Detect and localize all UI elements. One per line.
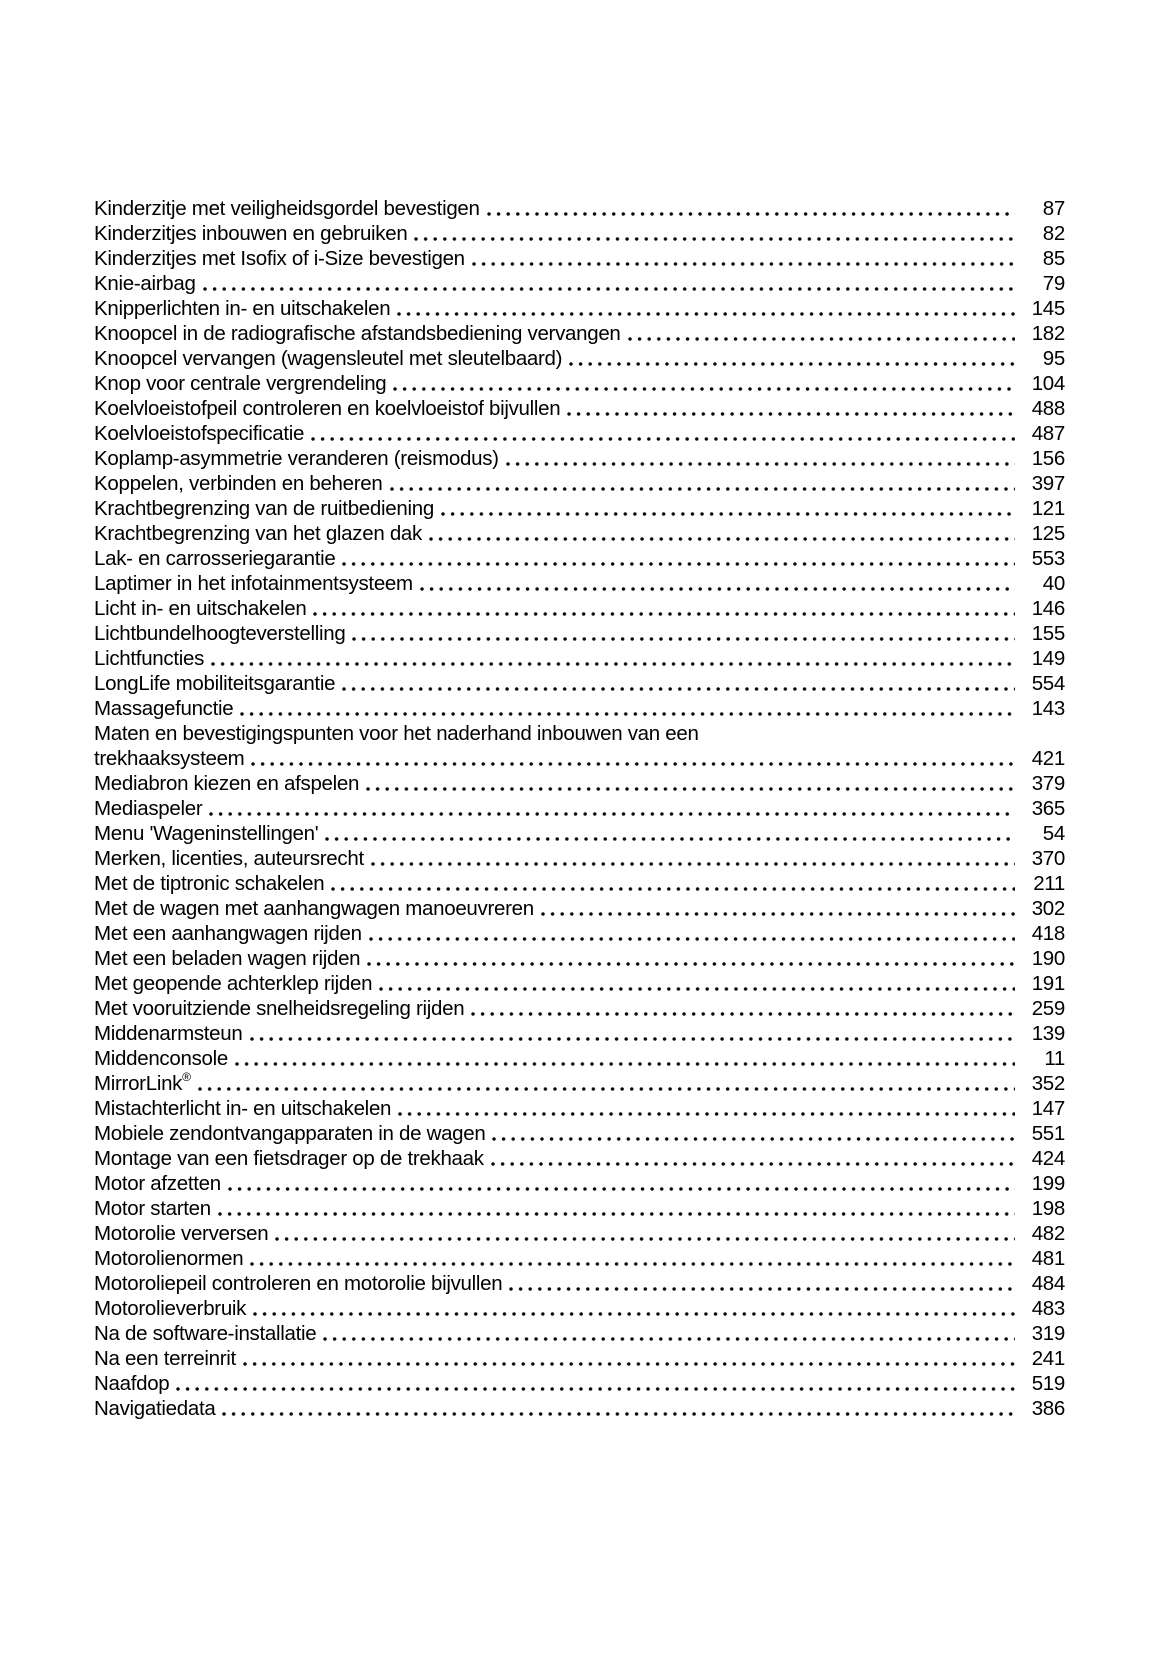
toc-entry-title: Menu 'Wageninstellingen' — [94, 822, 319, 845]
toc-entry — [94, 946, 1065, 971]
toc-entry-page: 483 — [1031, 1297, 1065, 1320]
toc-entry-page: 211 — [1033, 872, 1065, 895]
toc-leader-dots — [311, 436, 1015, 442]
toc-entry-title: Knop voor centrale vergrendeling — [94, 372, 387, 395]
toc-entry — [94, 371, 1065, 396]
toc-entry — [94, 671, 1065, 696]
toc-entry-page: 149 — [1031, 647, 1065, 670]
toc-entry-page: 121 — [1031, 497, 1065, 520]
toc-entry-page: 11 — [1044, 1047, 1065, 1070]
toc-entry-title: Motoroliepeil controleren en motorolie bijvullen — [94, 1272, 503, 1295]
toc-leader-dots — [342, 561, 1015, 567]
toc-entry-page: 85 — [1042, 247, 1065, 270]
toc-entry-page: 488 — [1031, 397, 1065, 420]
toc-entry-title: Lak- en carrosseriegarantie — [94, 547, 336, 570]
toc-entry-page: 146 — [1031, 597, 1065, 620]
toc-leader-dots — [331, 886, 1015, 892]
toc-leader-dots — [342, 686, 1015, 692]
toc-entry-title: Laptimer in het infotainmentsysteem — [94, 572, 413, 595]
toc-entry-title: Met vooruitziende snelheidsregeling rijden — [94, 997, 465, 1020]
toc-entry-title: Met een beladen wagen rijden — [94, 947, 361, 970]
toc-entry — [94, 846, 1065, 871]
toc-entry-title: Montage van een fietsdrager op de trekhaak — [94, 1147, 484, 1170]
toc-leader-dots — [393, 386, 1015, 392]
toc-entry-page: 191 — [1031, 972, 1065, 995]
toc-entry-page: 551 — [1031, 1122, 1065, 1145]
toc-entry-page: 145 — [1031, 297, 1065, 320]
toc-entry-title: Motorolieverbruik — [94, 1297, 247, 1320]
toc-entry — [94, 446, 1065, 471]
toc-entry — [94, 1171, 1065, 1196]
toc-leader-dots — [379, 986, 1015, 992]
toc-entry — [94, 1221, 1065, 1246]
toc-entry — [94, 471, 1065, 496]
toc-entry-title: Knipperlichten in- en uitschakelen — [94, 297, 391, 320]
toc-entry — [94, 571, 1065, 596]
toc-leader-dots — [509, 1286, 1015, 1292]
toc-entry — [94, 1146, 1065, 1171]
toc-entry — [94, 196, 1065, 221]
toc-entry-title: Motorolienormen — [94, 1247, 244, 1270]
toc-entry-page: 365 — [1031, 797, 1065, 820]
toc-leader-dots — [567, 411, 1015, 417]
toc-entry-page: 54 — [1042, 822, 1065, 845]
toc-leader-dots — [243, 1361, 1015, 1367]
toc-entry-title: Knie-airbag — [94, 272, 196, 295]
toc-entry — [94, 996, 1065, 1021]
toc-entry-page: 125 — [1031, 522, 1065, 545]
toc-leader-dots — [218, 1211, 1015, 1217]
toc-leader-dots — [228, 1186, 1015, 1192]
toc-entry-title: Merken, licenties, auteursrecht — [94, 847, 364, 870]
toc-entry — [94, 421, 1065, 446]
toc-leader-dots — [471, 1011, 1015, 1017]
toc-entry-page: 424 — [1031, 1147, 1065, 1170]
toc-entry-title: Kinderzitjes met Isofix of i-Size bevestigen — [94, 247, 465, 270]
toc-entry-title: MirrorLink® — [94, 1070, 191, 1095]
toc-leader-dots — [275, 1236, 1015, 1242]
toc-entry-title: Mistachterlicht in- en uitschakelen — [94, 1097, 392, 1120]
toc-entry — [94, 1021, 1065, 1046]
toc-leader-dots — [472, 261, 1015, 267]
toc-entry-page: 40 — [1042, 572, 1065, 595]
toc-entry — [94, 971, 1065, 996]
toc-entry — [94, 796, 1065, 821]
toc-leader-dots — [506, 461, 1015, 467]
toc-entry — [94, 1346, 1065, 1371]
toc-list — [94, 196, 1065, 1421]
toc-leader-dots — [211, 661, 1015, 667]
toc-entry-page: 87 — [1042, 197, 1065, 220]
toc-leader-dots — [250, 1261, 1015, 1267]
toc-entry-title: Krachtbegrenzing van de ruitbediening — [94, 497, 434, 520]
toc-entry — [94, 1246, 1065, 1271]
toc-entry-title: Middenconsole — [94, 1047, 228, 1070]
toc-entry — [94, 271, 1065, 296]
toc-entry-title: Koelvloeistofpeil controleren en koelvloeistof bijvullen — [94, 397, 561, 420]
toc-entry-page: 139 — [1031, 1022, 1065, 1045]
toc-entry-title: Koplamp-asymmetrie veranderen (reismodus) — [94, 447, 499, 470]
toc-entry — [94, 1121, 1065, 1146]
toc-leader-dots — [369, 936, 1015, 942]
toc-leader-dots — [441, 511, 1015, 517]
toc-entry — [94, 1296, 1065, 1321]
toc-entry-page: 319 — [1031, 1322, 1065, 1345]
toc-entry — [94, 521, 1065, 546]
toc-entry — [94, 1196, 1065, 1221]
toc-entry — [94, 771, 1065, 796]
toc-entry-page: 143 — [1031, 697, 1065, 720]
toc-entry-title: Koelvloeistofspecificatie — [94, 422, 305, 445]
toc-entry-page: 182 — [1031, 322, 1065, 345]
toc-entry-page: 519 — [1031, 1372, 1065, 1395]
toc-leader-dots — [390, 486, 1016, 492]
toc-entry-page: 198 — [1031, 1197, 1065, 1220]
toc-entry — [94, 746, 1065, 771]
toc-entry-title: Motor starten — [94, 1197, 211, 1220]
toc-leader-dots — [397, 311, 1015, 317]
toc-entry-title: Na de software-installatie — [94, 1322, 317, 1345]
toc-entry-title: Middenarmsteun — [94, 1022, 243, 1045]
toc-entry-title: trekhaaksysteem — [94, 747, 245, 770]
toc-entry-title: Motor afzetten — [94, 1172, 221, 1195]
toc-leader-dots — [491, 1161, 1015, 1167]
toc-entry-page: 487 — [1031, 422, 1065, 445]
toc-entry-title: Licht in- en uitschakelen — [94, 597, 307, 620]
toc-leader-dots — [325, 836, 1015, 842]
toc-entry-title: Met een aanhangwagen rijden — [94, 922, 362, 945]
toc-entry-title: Massagefunctie — [94, 697, 234, 720]
toc-entry — [94, 246, 1065, 271]
toc-entry-page: 482 — [1031, 1222, 1065, 1245]
toc-entry — [94, 1271, 1065, 1296]
toc-leader-dots — [541, 911, 1015, 917]
toc-entry-title: Naafdop — [94, 1372, 170, 1395]
toc-entry-page: 484 — [1031, 1272, 1065, 1295]
toc-entry-page: 190 — [1031, 947, 1065, 970]
toc-entry — [94, 621, 1065, 646]
toc-entry-title: Mobiele zendontvangapparaten in de wagen — [94, 1122, 486, 1145]
toc-entry-page: 104 — [1031, 372, 1065, 395]
toc-entry-title: Koppelen, verbinden en beheren — [94, 472, 383, 495]
toc-entry-title: Mediabron kiezen en afspelen — [94, 772, 360, 795]
toc-entry — [94, 296, 1065, 321]
toc-entry-page: 481 — [1031, 1247, 1065, 1270]
toc-entry-page: 95 — [1042, 347, 1065, 370]
toc-entry-title: Met de wagen met aanhangwagen manoeuvreren — [94, 897, 534, 920]
toc-entry-page: 259 — [1031, 997, 1065, 1020]
toc-entry-page: 553 — [1031, 547, 1065, 570]
toc-entry-title: Na een terreinrit — [94, 1347, 236, 1370]
toc-entry — [94, 921, 1065, 946]
toc-entry-title: Kinderzitje met veiligheidsgordel bevestigen — [94, 197, 480, 220]
toc-leader-dots — [222, 1411, 1015, 1417]
toc-entry-title: Navigatiedata — [94, 1397, 216, 1420]
toc-leader-dots — [371, 861, 1015, 867]
toc-leader-dots — [366, 786, 1015, 792]
toc-entry — [94, 1046, 1065, 1071]
toc-entry — [94, 496, 1065, 521]
toc-leader-dots — [367, 961, 1015, 967]
toc-entry-page: 79 — [1042, 272, 1065, 295]
toc-entry-page: 397 — [1031, 472, 1065, 495]
toc-entry-page: 554 — [1031, 672, 1065, 695]
toc-entry — [94, 396, 1065, 421]
toc-entry-page: 418 — [1031, 922, 1065, 945]
toc-leader-dots — [420, 586, 1015, 592]
toc-entry-page: 147 — [1031, 1097, 1065, 1120]
toc-entry — [94, 596, 1065, 621]
toc-entry-page: 370 — [1031, 847, 1065, 870]
toc-entry-title: Knoopcel in de radiografische afstandsbediening vervangen — [94, 322, 621, 345]
toc-leader-dots — [487, 211, 1015, 217]
toc-leader-dots — [628, 336, 1015, 342]
toc-entry — [94, 871, 1065, 896]
toc-entry-title: Motorolie verversen — [94, 1222, 269, 1245]
toc-entry-title: Lichtbundelhoogteverstelling — [94, 622, 346, 645]
toc-leader-dots — [250, 1036, 1016, 1042]
toc-leader-dots — [492, 1136, 1015, 1142]
toc-entry — [94, 546, 1065, 571]
toc-entry-title: Krachtbegrenzing van het glazen dak — [94, 522, 422, 545]
toc-entry-title: LongLife mobiliteitsgarantie — [94, 672, 336, 695]
toc-entry-page: 302 — [1031, 897, 1065, 920]
toc-entry-title: Mediaspeler — [94, 797, 203, 820]
toc-entry — [94, 221, 1065, 246]
toc-leader-dots — [352, 636, 1015, 642]
toc-entry-page: 82 — [1042, 222, 1065, 245]
toc-entry-page: 352 — [1031, 1072, 1065, 1095]
toc-leader-dots — [240, 711, 1015, 717]
toc-entry — [94, 1071, 1065, 1096]
toc-entry-page: 241 — [1031, 1347, 1065, 1370]
toc-entry-title: Met de tiptronic schakelen — [94, 872, 325, 895]
toc-entry-page: 421 — [1031, 747, 1065, 770]
toc-entry-page: 199 — [1031, 1172, 1065, 1195]
toc-leader-dots — [253, 1311, 1015, 1317]
toc-leader-dots — [203, 286, 1015, 292]
toc-leader-dots — [209, 811, 1015, 817]
toc-entry-title: Lichtfuncties — [94, 647, 205, 670]
toc-entry — [94, 896, 1065, 921]
toc-entry-title-wrap: Maten en bevestigingspunten voor het naderhand inbouwen van een — [94, 722, 699, 745]
registered-trademark-symbol: ® — [182, 1070, 191, 1085]
toc-leader-dots — [398, 1111, 1015, 1117]
toc-entry-page: 379 — [1031, 772, 1065, 795]
toc-entry-page: 386 — [1031, 1397, 1065, 1420]
toc-leader-dots — [235, 1061, 1015, 1067]
toc-entry — [94, 821, 1065, 846]
toc-entry-page: 156 — [1031, 447, 1065, 470]
toc-leader-dots — [569, 361, 1015, 367]
toc-leader-dots — [176, 1386, 1015, 1392]
toc-leader-dots — [414, 236, 1015, 242]
toc-entry — [94, 321, 1065, 346]
toc-entry — [94, 1396, 1065, 1421]
toc-entry — [94, 1096, 1065, 1121]
toc-entry — [94, 346, 1065, 371]
toc-leader-dots — [313, 611, 1015, 617]
toc-leader-dots — [323, 1336, 1015, 1342]
toc-leader-dots — [198, 1086, 1015, 1092]
toc-entry — [94, 1321, 1065, 1346]
toc-entry — [94, 696, 1065, 721]
toc-leader-dots — [429, 536, 1015, 542]
toc-entry — [94, 646, 1065, 671]
toc-entry — [94, 1371, 1065, 1396]
toc-entry-page: 155 — [1031, 622, 1065, 645]
toc-entry-title: Met geopende achterklep rijden — [94, 972, 373, 995]
toc-leader-dots — [251, 761, 1015, 767]
toc-entry-title: Kinderzitjes inbouwen en gebruiken — [94, 222, 408, 245]
toc-entry-title: Knoopcel vervangen (wagensleutel met sleutelbaard) — [94, 347, 563, 370]
